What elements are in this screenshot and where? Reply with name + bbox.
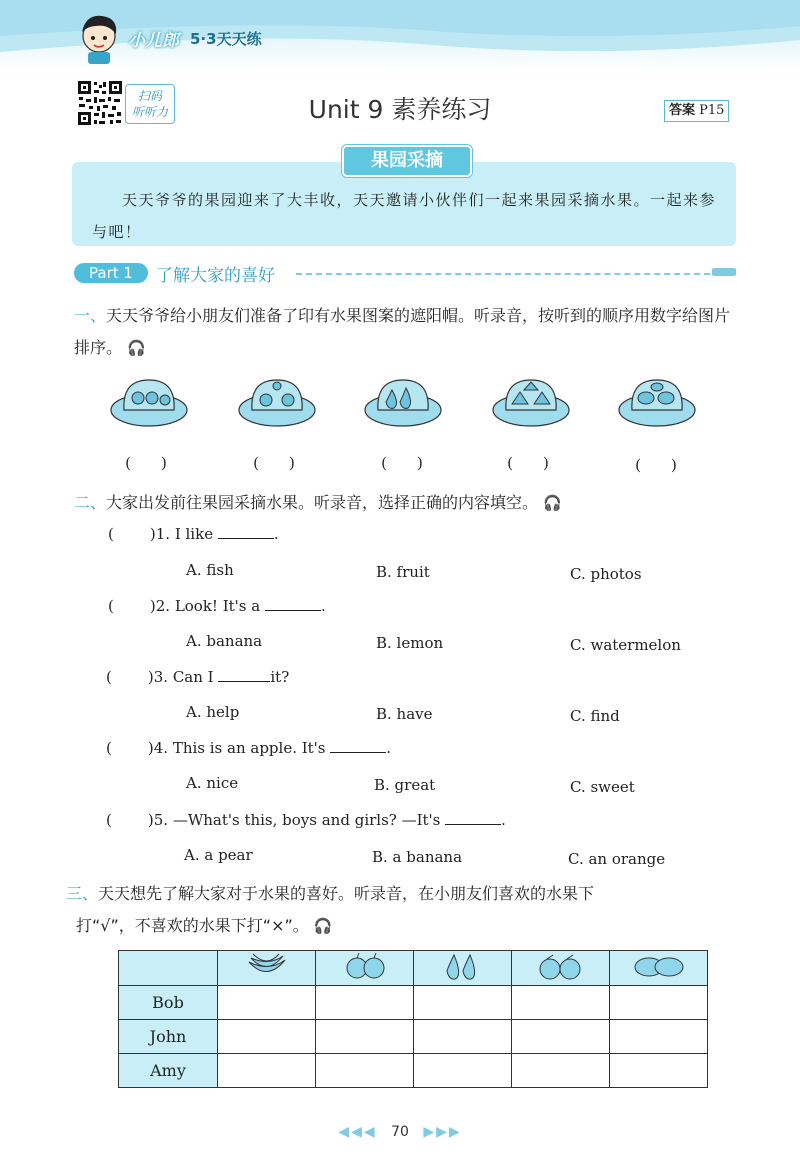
orange-icon (512, 951, 610, 986)
brand-series: 5·3天天练 (190, 30, 262, 48)
answer-paren-close: ) (149, 525, 156, 543)
option-b[interactable]: B. lemon (376, 634, 444, 652)
answer-cell[interactable] (316, 1054, 414, 1088)
hat-pear (362, 372, 444, 434)
story-text: 天天爷爷的果园迎来了大丰收，天天邀请小伙伴们一起来果园采摘水果。一起来参与吧！ (92, 191, 717, 241)
part-title: 了解大家的喜好 (156, 266, 275, 286)
hat-answer-3[interactable]: ( ) (381, 454, 423, 472)
q2-item-4 (106, 738, 726, 757)
hat-orange (236, 372, 318, 434)
fill-blank[interactable] (445, 810, 501, 825)
q2-item-3 (106, 667, 726, 686)
scan-label-line1: 扫码 (137, 89, 162, 103)
item-stem: Can I (172, 668, 214, 686)
option-a[interactable]: A. a pear (184, 846, 253, 864)
q2-heading (74, 487, 734, 519)
option-b[interactable]: B. fruit (376, 563, 430, 581)
part-divider (296, 273, 720, 275)
answer-page: P15 (699, 103, 725, 118)
item-stem-end: it? (270, 668, 290, 686)
lemon-icon (610, 951, 708, 986)
answer-cell[interactable] (218, 1020, 316, 1054)
q1-number: 一、 (74, 306, 107, 325)
item-stem: I like (174, 525, 214, 543)
answer-cell[interactable] (316, 1020, 414, 1054)
answer-cell[interactable] (414, 1054, 512, 1088)
answer-paren-open[interactable]: ( (108, 597, 114, 615)
item-stem: —What's this, boys and girls? —It's (172, 811, 441, 829)
option-c[interactable]: C. watermelon (570, 636, 681, 654)
item-number: 1. (155, 525, 171, 543)
corner-cell (119, 951, 218, 986)
item-number: 3. (153, 668, 169, 686)
pear-icon (414, 951, 512, 986)
scan-label-line2: 听听力 (131, 105, 168, 119)
option-c[interactable]: C. sweet (570, 778, 635, 796)
option-a[interactable]: A. nice (186, 774, 239, 792)
headphone-icon[interactable]: 🎧 (127, 339, 146, 357)
option-b[interactable]: B. great (374, 776, 436, 794)
option-c[interactable]: C. an orange (568, 850, 666, 868)
answer-cell[interactable] (414, 986, 512, 1020)
answer-paren-close: ) (147, 668, 154, 686)
q2-item-1 (108, 524, 728, 543)
left-arrows-icon: ◀◀◀ (338, 1124, 377, 1140)
fill-blank[interactable] (330, 738, 386, 753)
answer-paren-open[interactable]: ( (106, 739, 112, 757)
item-stem-end: . (386, 739, 392, 757)
q3-number: 三、 (66, 884, 99, 903)
option-a[interactable]: A. banana (186, 632, 263, 650)
part-label: Part 1 (74, 263, 148, 283)
answer-paren-close: ) (147, 739, 154, 757)
q1-text: 天天爷爷给小朋友们准备了印有水果图案的遮阳帽。听录音，按听到的顺序用数字给图片排序。 (74, 306, 731, 357)
page-number (0, 1124, 800, 1140)
q3-text-line2: 打“√”，不喜欢的水果下打“×”。 (76, 916, 309, 935)
item-stem: This is an apple. It's (172, 739, 326, 757)
q3-text-line1: 天天想先了解大家对于水果的喜好。听录音，在小朋友们喜欢的水果下 (98, 884, 595, 903)
table-header-row (119, 951, 708, 986)
option-a[interactable]: A. fish (186, 561, 234, 579)
answer-cell[interactable] (316, 986, 414, 1020)
table-row (119, 1020, 708, 1054)
item-stem-end: . (501, 811, 506, 829)
page-title: Unit 9 素养练习 (308, 95, 492, 124)
story-title: 果园采摘 (344, 147, 470, 175)
hat-answer-4[interactable]: ( ) (507, 454, 549, 472)
answer-paren-open[interactable]: ( (106, 668, 112, 686)
q2-text: 大家出发前往果园采摘水果。听录音，选择正确的内容填空。 (106, 493, 539, 512)
row-name: Bob (119, 986, 218, 1020)
option-b[interactable]: B. a banana (372, 848, 463, 866)
option-a[interactable]: A. help (186, 703, 240, 721)
headphone-icon[interactable]: 🎧 (313, 917, 333, 935)
hat-answer-1[interactable]: ( ) (125, 454, 167, 472)
answer-reference (664, 100, 729, 122)
answer-cell[interactable] (218, 1054, 316, 1088)
brand-name: 小儿郎 (128, 31, 179, 51)
q2-number: 二、 (74, 493, 107, 512)
fill-blank[interactable] (265, 596, 321, 611)
answer-cell[interactable] (610, 986, 708, 1020)
hat-answer-5[interactable]: ( ) (635, 456, 677, 474)
table-row (119, 1054, 708, 1088)
banana-icon (218, 951, 316, 986)
option-c[interactable]: C. find (570, 707, 620, 725)
page-number-value: 70 (391, 1124, 409, 1140)
answer-cell[interactable] (512, 1020, 610, 1054)
q3-heading (66, 878, 746, 942)
right-arrows-icon: ▶▶▶ (423, 1124, 462, 1140)
hat-answer-2[interactable]: ( ) (253, 454, 295, 472)
mascot-boy-icon (72, 10, 126, 66)
preference-table (118, 950, 708, 1088)
fill-blank[interactable] (218, 524, 274, 539)
answer-cell[interactable] (414, 1020, 512, 1054)
answer-cell[interactable] (512, 1054, 610, 1088)
pencil-icon (712, 268, 736, 276)
answer-paren-open[interactable]: ( (108, 525, 114, 543)
answer-cell[interactable] (512, 986, 610, 1020)
item-number: 2. (155, 597, 171, 615)
table-row (119, 986, 708, 1020)
answer-label: 答案 (669, 103, 696, 118)
hat-watermelon (490, 372, 572, 434)
fill-blank[interactable] (218, 667, 270, 682)
hat-lemon (616, 372, 698, 434)
q2-item-2 (108, 596, 728, 615)
item-stem-end: . (321, 597, 326, 615)
answer-paren-close: ) (147, 811, 154, 829)
answer-paren-close: ) (149, 597, 156, 615)
option-c[interactable]: C. photos (570, 565, 642, 583)
q1-heading (74, 300, 734, 364)
item-number: 4. (153, 739, 169, 757)
item-number: 5. (153, 811, 169, 829)
apple-icon (316, 951, 414, 986)
answer-paren-open[interactable]: ( (106, 811, 112, 829)
q2-item-5 (106, 810, 746, 829)
row-name: John (119, 1020, 218, 1054)
hat-apple (108, 372, 190, 434)
headphone-icon[interactable]: 🎧 (543, 494, 562, 512)
item-stem-end: . (273, 525, 279, 543)
answer-cell[interactable] (610, 1020, 708, 1054)
option-b[interactable]: B. have (376, 705, 433, 723)
row-name: Amy (119, 1054, 218, 1088)
item-stem: Look! It's a (174, 597, 261, 615)
answer-cell[interactable] (218, 986, 316, 1020)
answer-cell[interactable] (610, 1054, 708, 1088)
